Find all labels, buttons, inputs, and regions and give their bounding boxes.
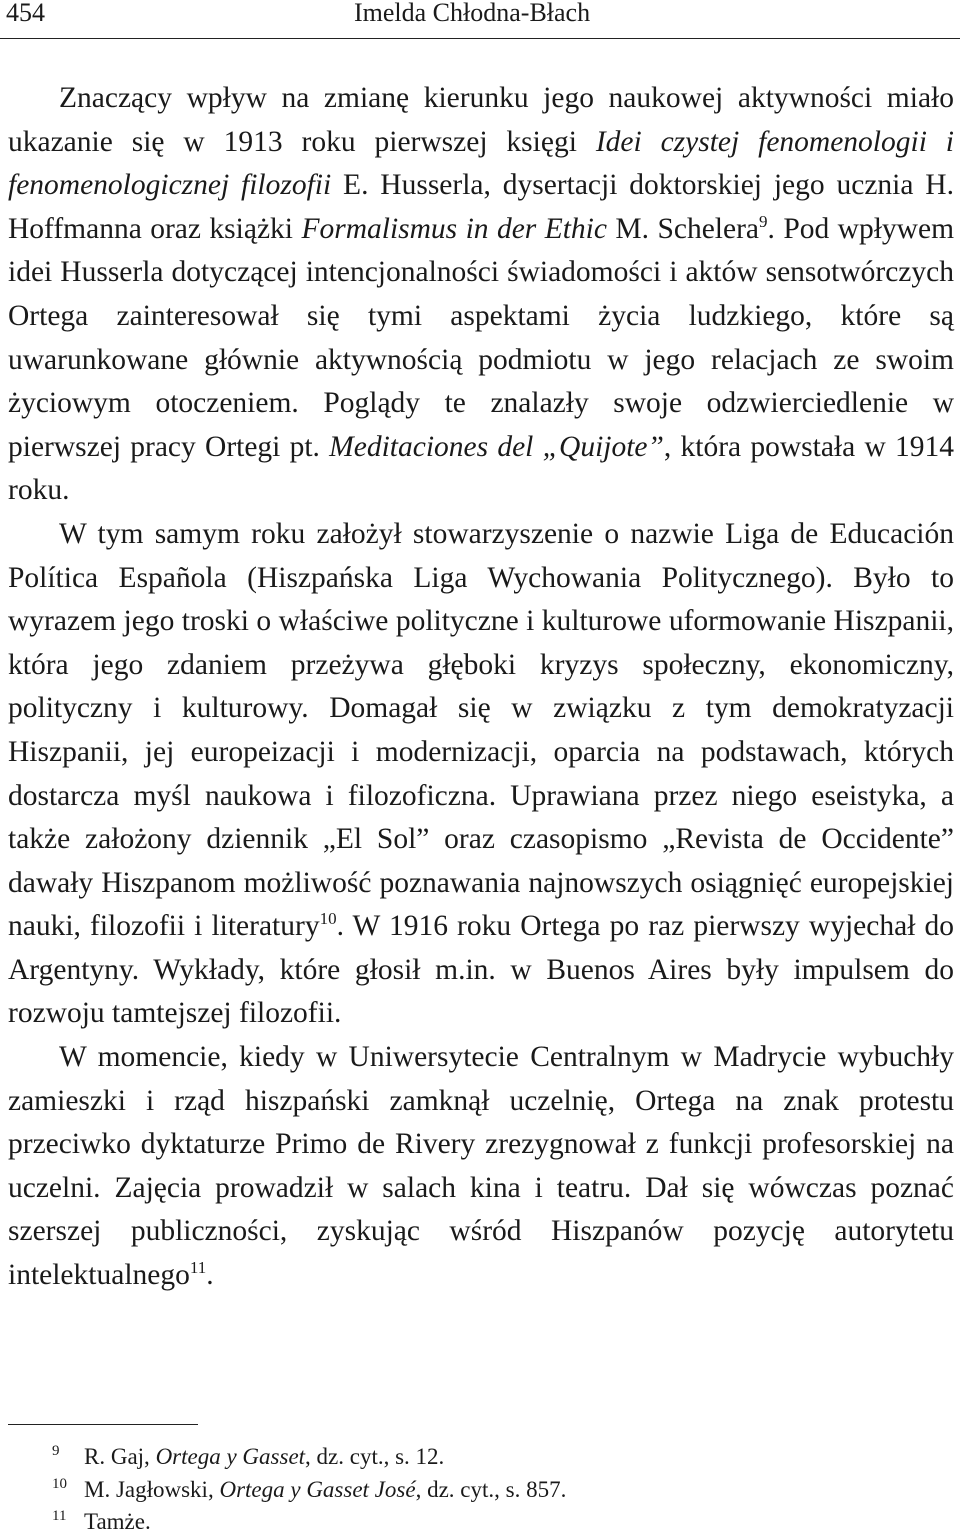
footnote-divider xyxy=(8,1424,198,1425)
running-head: Imelda Chłodna-Błach xyxy=(354,0,591,27)
footnote-italic: Ortega y Gasset xyxy=(155,1444,306,1469)
italic-title: Idei czystej fenomenologii i fenomenologicznej filozofii xyxy=(8,125,954,202)
footnotes xyxy=(52,1441,932,1539)
footnote-ref-11[interactable]: 11 xyxy=(189,1258,207,1278)
footnote-ref-9[interactable]: 9 xyxy=(759,211,768,231)
paragraph-1-text: M. Schelera xyxy=(606,212,760,245)
paragraph-3-text: . xyxy=(206,1259,214,1292)
paragraph-1-text: . Pod wpływem idei Husserla dotyczącej intencjonalności świadomości i aktów sensotwórczych Ortega zainteresował się tymi aspektami życia ludzkiego, które są uwarunkowane głównie aktywnością podmiotu w jego relacjach ze swoim życiowym otoczeniem. Poglądy te znalazły swoje odzwierciedlenie w pierwszej pracy Ortegi pt. xyxy=(8,212,955,463)
page-header xyxy=(0,0,960,39)
paragraph-2-text: W tym samym roku założył stowarzyszenie o nazwie Liga de Educación Política Española (Hiszpańska Liga Wychowania Politycznego). Było to wyrazem jego troski o właściwe polityczne i kulturowe uformowanie Hiszpanii, która jego zdaniem przeżywa głęboki kryzys społeczny, ekonomiczny, polityczny i kulturowy. Domagał się w związku z tym demokratyzacji Hiszpanii, jej europeizacji i modernizacji, oparcia na podstawach, których dostarcza myśl naukowa i filozoficzna. Uprawiana przez niego eseistyka, a także założony dziennik „El Sol” oraz czasopismo „Revista de Occidente” dawały Hiszpanom możliwość poznawania najnowszych osiągnięć europejskiej nauki, filozofii i literatury xyxy=(8,517,954,943)
footnote-9 xyxy=(52,1441,932,1474)
footnote-text: , dz. cyt., s. 857. xyxy=(415,1476,567,1502)
footnote-10 xyxy=(52,1474,932,1507)
footnote-text: R. Gaj, xyxy=(84,1444,156,1469)
footnote-text: , dz. cyt., s. 12. xyxy=(305,1444,445,1469)
paragraph-2-text: . W 1916 roku Ortega po raz pierwszy wyjechał do Argentyny. Wykłady, które głosił m.in. w Buenos Aires były impulsem do rozwoju tamtejszej filozofii. xyxy=(8,910,954,1030)
footnote-text: Tamże. xyxy=(84,1509,151,1534)
paragraph-3 xyxy=(8,1036,954,1298)
italic-title: Meditaciones del „Quijote” xyxy=(329,430,664,463)
italic-title: Formalismus in der Ethic xyxy=(301,212,607,245)
page-number: 454 xyxy=(6,0,45,27)
body-text xyxy=(8,77,954,1298)
paragraph-1 xyxy=(8,77,954,513)
paragraph-2 xyxy=(8,513,954,1036)
paragraph-1-text: , która powstała w 1914 roku. xyxy=(8,430,954,507)
paragraph-3-text: W momencie, kiedy w Uniwersytecie Centralnym w Madrycie wybuchły zamieszki i rząd hiszpański zamknął uczelnię, Ortega na znak protestu przeciwko dyktaturze Primo de Rivery zrezygnował z funkcji profesorskiej na uczelni. Zajęcia prowadził w salach kina i teatru. Dał się wówczas poznać szerszej publiczności, zyskując wśród Hiszpanów pozycję autorytetu intelektualnego xyxy=(8,1041,954,1292)
footnote-italic: Ortega y Gasset José xyxy=(219,1476,416,1502)
paragraph-1-text: Znaczący wpływ na zmianę kierunku jego naukowej aktywności miało ukazanie się w 1913 roku pierwszej księgi xyxy=(8,82,954,158)
footnote-ref-10[interactable]: 10 xyxy=(319,909,337,929)
footnote-number: 11 xyxy=(52,1508,67,1524)
footnote-text: M. Jagłowski, xyxy=(84,1476,220,1502)
footnote-number: 10 xyxy=(52,1475,67,1492)
paragraph-1-text: E. Husserla, dysertacji doktorskiej jego ucznia H. Hoffmanna oraz książki xyxy=(8,169,954,245)
footnote-number: 9 xyxy=(52,1443,60,1459)
